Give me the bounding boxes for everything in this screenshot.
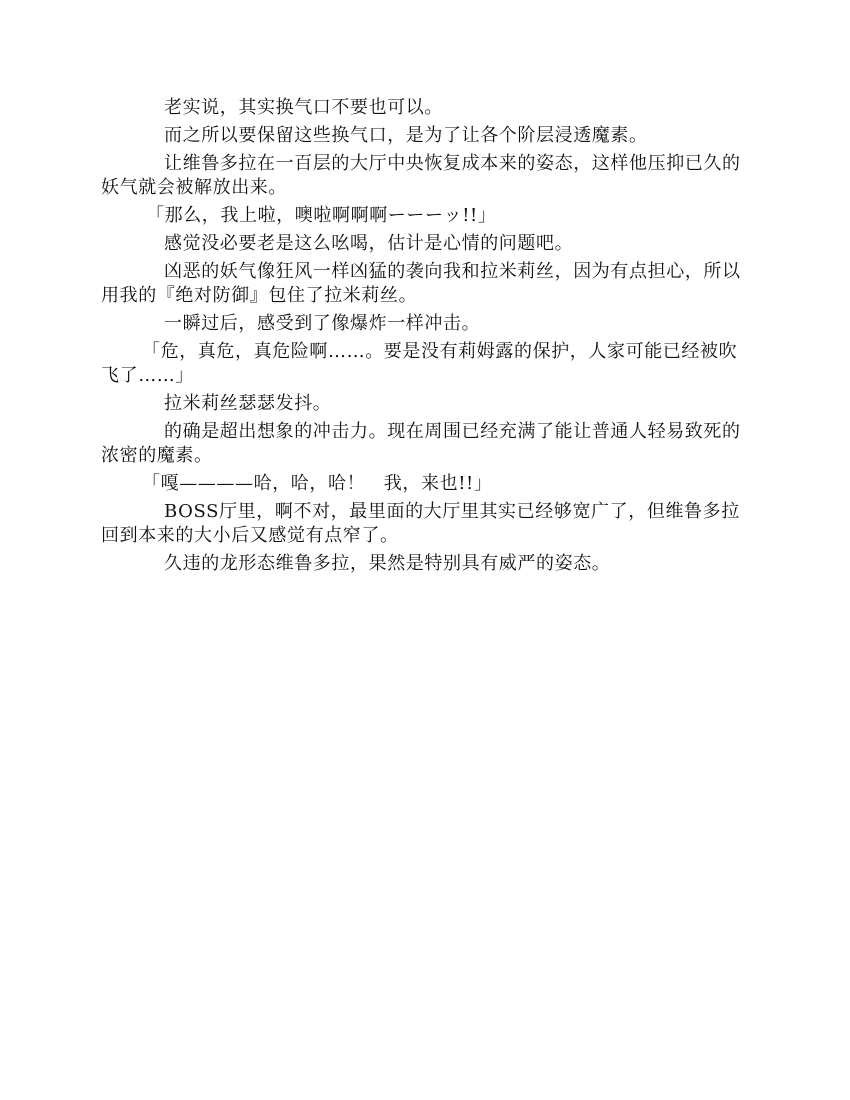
dialogue-paragraph: 「危，真危，真危险啊……。要是没有莉姆露的保护，人家可能已经被吹飞了……」 [101, 341, 738, 386]
paragraph: 拉米莉丝瑟瑟发抖。 [164, 393, 332, 414]
paragraph: 感觉没必要老是这么吆喝，估计是心情的问题吧。 [164, 233, 574, 254]
paragraph: BOSS厅里，啊不对，最里面的大厅里其实已经够宽广了，但维鲁多拉回到本来的大小后又感觉有点窄了。 [101, 501, 740, 546]
paragraph: 一瞬过后，感受到了像爆炸一样冲击。 [164, 313, 481, 334]
paragraph: 凶恶的妖气像狂风一样凶猛的袭向我和拉米莉丝，因为有点担心，所以用我的『绝对防御』包住了拉米莉丝。 [101, 261, 741, 306]
dialogue-paragraph: 「那么，我上啦，噢啦啊啊啊ーーーッ!!」 [146, 205, 497, 226]
body-text [101, 96, 749, 580]
paragraph: 久违的龙形态维鲁多拉，果然是特别具有威严的姿态。 [164, 553, 611, 574]
paragraph: 的确是超出想象的冲击力。现在周围已经充满了能让普通人轻易致死的浓密的魔素。 [101, 421, 741, 466]
paragraph: 让维鲁多拉在一百层的大厅中央恢复成本来的姿态，这样他压抑已久的妖气就会被解放出来。 [101, 153, 741, 198]
dialogue-paragraph: 「嘎————哈，哈，哈！ 我，来也!!」 [142, 473, 493, 494]
paragraph: 老实说，其实换气口不要也可以。 [164, 97, 443, 118]
paragraph: 而之所以要保留这些换气口，是为了让各个阶层浸透魔素。 [164, 125, 648, 146]
